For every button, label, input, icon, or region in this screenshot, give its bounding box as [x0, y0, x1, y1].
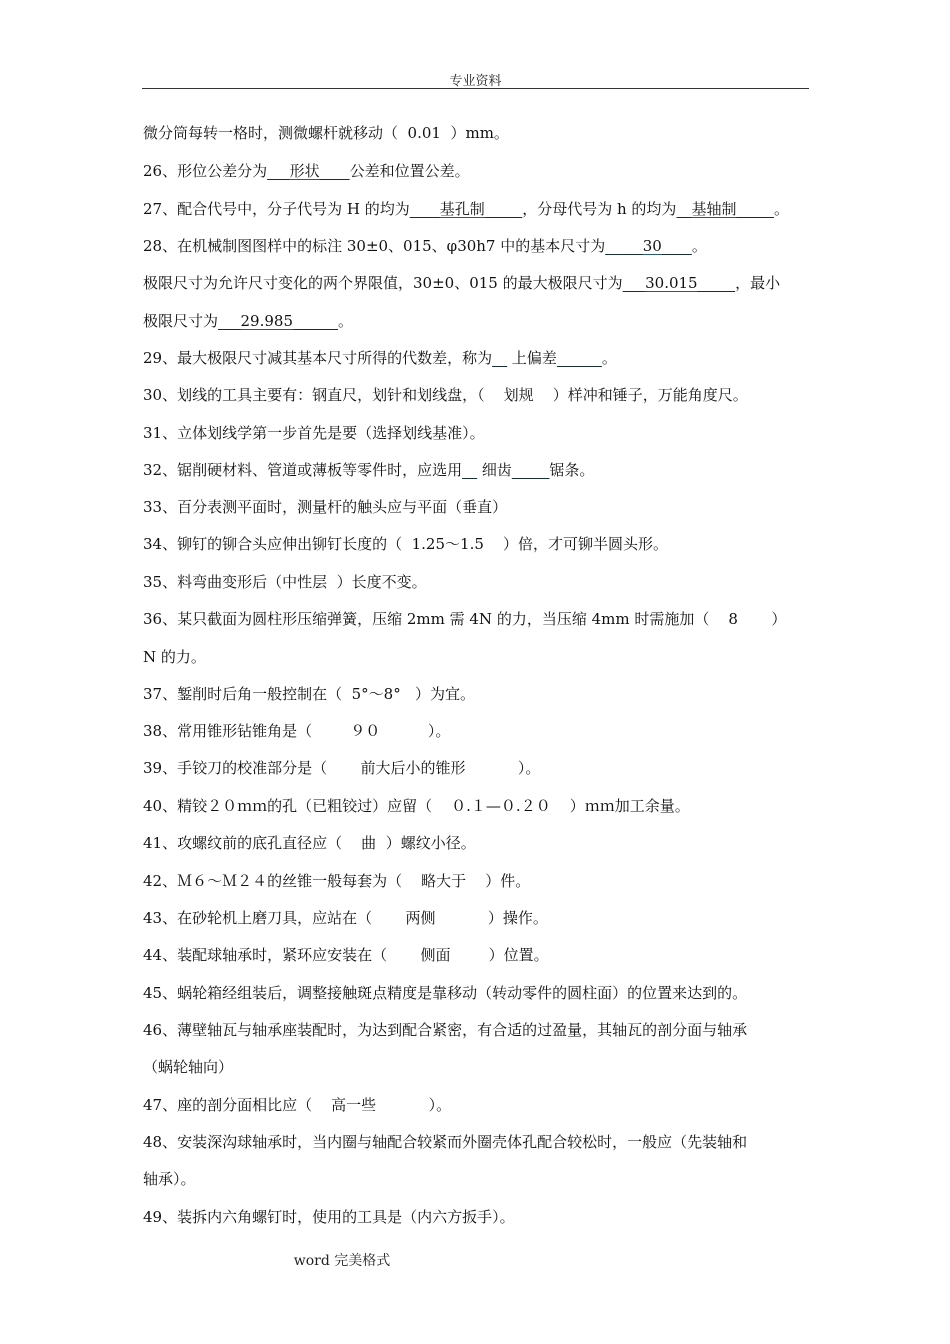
answer-blank: ___29.985______: [218, 312, 339, 330]
text-segment: 35、料弯曲变形后（中性层 ）长度不变。: [143, 573, 427, 591]
text-segment: 。: [338, 312, 354, 330]
text-segment: 28、在机械制图图样中的标注 30±0、015、φ30h7 中的基本尺寸为: [143, 237, 606, 255]
text-line: [143, 1020, 747, 1040]
text-line: [143, 609, 786, 629]
text-segment: 41、攻螺纹前的底孔直径应（ 曲 ）螺纹小径。: [143, 834, 476, 852]
text-segment: 49、装拆内六角螺钉时，使用的工具是（内六方扳手）。: [143, 1208, 515, 1226]
text-segment: 极限尺寸为允许尺寸变化的两个界限值，30±0、015 的最大极限尺寸为: [143, 274, 623, 292]
text-segment: 锯条。: [549, 461, 595, 479]
text-line: [143, 348, 617, 368]
text-segment: 42、Ｍ６～Ｍ２４的丝锥一般每套为（ 略大于 ）件。: [143, 872, 531, 890]
text-segment: 。: [601, 349, 617, 367]
text-segment: 31、立体划线学第一步首先是要（选择划线基准）。: [143, 424, 485, 442]
text-segment: ，分母代号为 h 的均为: [522, 200, 677, 218]
header-divider: [142, 88, 809, 89]
text-segment: 39、手铰刀的校准部分是（ 前大后小的锥形 ）。: [143, 759, 541, 777]
text-segment: 38、常用锥形钻锥角是（ ９０ ）。: [143, 722, 451, 740]
text-segment: （蜗轮轴向）: [143, 1058, 234, 1076]
answer-blank: __: [462, 461, 478, 479]
text-segment: ，最小: [735, 274, 781, 292]
text-line: [143, 1132, 747, 1152]
text-segment: 40、精铰２０ｍｍ的孔（已粗铰过）应留（ ０.１—０.２０ ）ｍｍ加工余量。: [143, 797, 690, 815]
text-segment: 细齿: [477, 461, 512, 479]
text-segment: N 的力。: [143, 648, 206, 666]
text-segment: 。: [773, 200, 789, 218]
text-line: [143, 1169, 196, 1189]
text-segment: 极限尺寸为: [143, 312, 219, 330]
text-segment: 34、铆钉的铆合头应伸出铆钉长度的（ 1.25～1.5 ）倍，才可铆半圆头形。: [143, 535, 668, 553]
text-segment: 。: [691, 237, 707, 255]
text-line: [143, 833, 476, 853]
text-segment: 微分筒每转一格时，测微螺杆就移动（ 0.01 ）mm。: [143, 124, 509, 142]
text-line: [143, 983, 747, 1003]
answer-blank: ______: [556, 349, 602, 367]
text-segment: 46、薄壁轴瓦与轴承座装配时，为达到配合紧密，有合适的过盈量，其轴瓦的剖分面与轴承: [143, 1021, 748, 1039]
text-line: [143, 123, 509, 143]
text-segment: 43、在砂轮机上磨刀具，应站在（ 两侧 ）操作。: [143, 909, 548, 927]
text-segment: 47、座的剖分面相比应（ 高一些 ）。: [143, 1096, 452, 1114]
text-line: [143, 385, 748, 405]
text-line: [143, 647, 206, 667]
text-line: [143, 572, 427, 592]
text-line: [143, 721, 450, 741]
text-segment: 45、蜗轮箱经组装后，调整接触斑点精度是靠移动（转动零件的圆柱面）的位置来达到的。: [143, 984, 748, 1002]
text-line: [143, 1057, 233, 1077]
page-header: 专业资料: [449, 74, 502, 89]
text-segment: 32、锯削硬材料、管道或薄板等零件时，应选用: [143, 461, 463, 479]
text-line: [143, 497, 507, 517]
text-segment: 37、錾削时后角一般控制在（ 5°～8° ）为宜。: [143, 685, 476, 703]
answer-blank: _____: [511, 461, 550, 479]
text-line: [143, 161, 470, 181]
text-line: [143, 684, 475, 704]
answer-blank: _____30____: [605, 237, 692, 255]
text-segment: 33、百分表测平面时，测量杆的触头应与平面（垂直）: [143, 498, 508, 516]
text-line: [143, 423, 485, 443]
text-line: [143, 460, 594, 480]
text-line: [143, 758, 540, 778]
text-line: [143, 908, 548, 928]
text-segment: 轴承）。: [143, 1170, 196, 1188]
answer-blank: ___30.015_____: [622, 274, 736, 292]
page-footer: word 完美格式: [293, 1253, 391, 1269]
text-line: [143, 1207, 515, 1227]
text-line: [143, 273, 780, 293]
text-line: [143, 311, 353, 331]
answer-blank: __基轴制_____: [676, 200, 774, 218]
text-segment: 上偏差: [507, 349, 557, 367]
text-line: [143, 199, 789, 219]
text-segment: 44、装配球轴承时，紧环应安装在（ 侧面 ）位置。: [143, 946, 549, 964]
text-line: [143, 1095, 451, 1115]
answer-blank: __: [492, 349, 508, 367]
text-segment: 36、某只截面为圆柱形压缩弹簧，压缩 2mm 需 4N 的力，当压缩 4mm 时需施加（ 8 ）: [143, 610, 787, 628]
text-line: [143, 236, 707, 256]
text-segment: 27、配合代号中，分子代号为 H 的均为: [143, 200, 410, 218]
text-segment: 26、形位公差分为: [143, 162, 268, 180]
text-segment: 公差和位置公差。: [349, 162, 470, 180]
text-segment: 30、划线的工具主要有：钢直尺，划针和划线盘，（ 划规 ）样冲和锤子，万能角度尺。: [143, 386, 748, 404]
text-segment: 29、最大极限尺寸减其基本尺寸所得的代数差，称为: [143, 349, 493, 367]
answer-blank: ___形状____: [267, 162, 350, 180]
text-line: [143, 534, 668, 554]
text-line: [143, 796, 690, 816]
text-segment: 48、安装深沟球轴承时，当内圈与轴配合较紧而外圈壳体孔配合较松时，一般应（先装轴和: [143, 1133, 748, 1151]
answer-blank: ____基孔制_____: [409, 200, 523, 218]
text-line: [143, 945, 549, 965]
text-line: [143, 871, 530, 891]
